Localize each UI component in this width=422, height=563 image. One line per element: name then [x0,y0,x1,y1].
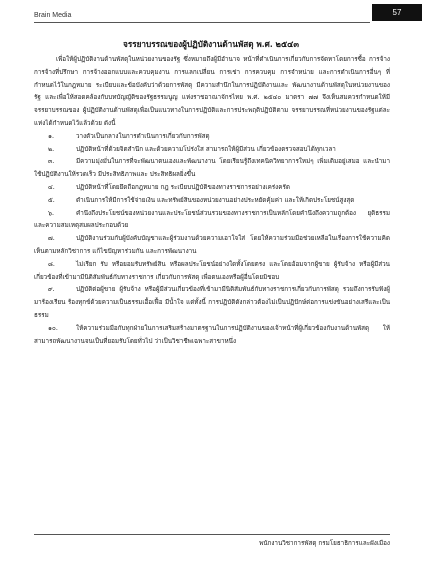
page-header [0,0,422,24]
list-item [34,208,390,234]
list-item [34,131,390,144]
brand-name: Brain Media [34,12,72,19]
item-number: ๑. [48,132,54,140]
item-text: ปฏิบัติงานร่วมกับผู้บังคับบัญชาและผู้ร่วมงานด้วยความเอาใจใส่ โดยให้ความร่วมมือช่วยเหลือในเรื่องการใช้ความคิดเห็นตามหลักวิชาการ แก้ไขปัญหาร่วมกัน และการพัฒนางาน [34,235,390,255]
list-item [34,195,390,208]
item-text: มีความมุ่งมั่นในการที่จะพัฒนาตนเองและพัฒนางาน โดยเรียนรู้ถึงเทคนิควิทยาการใหม่ๆ เพิ่มเติมอยู่เสมอ และนำมาใช้ปฏิบัติงานให้รวดเร็ว มีประสิทธิภาพและ ประสิทธิผลยิ่งขึ้น [34,158,390,179]
list-item [34,323,390,349]
footer-divider [34,534,390,535]
item-number: ๗. [48,235,55,243]
item-text: ให้ความร่วมมือกับทุกฝ่ายในการเสริมสร้างมาตรฐานในการปฏิบัติงานของเจ้าหน้าที่ผู้เกี่ยวข้องกับงานด้านพัสดุ ให้สามารถพัฒนางานจนเป็นที่ยอมรับโดยทั่วไป ว่าเป็นวิชาชีพเฉพาะสาขาหนึ่ง [34,324,390,345]
intro-paragraph: เพื่อให้ผู้ปฏิบัติงานด้านพัสดุในหน่วยงานของรัฐ ซึ่งหมายถึงผู้มีอำนาจ หน้าที่ดำเนินการเกี่ยวกับการจัดหาโดยการซื้อ การจ้าง การจ้างที่ปรึกษา การจ้างออกแบบและควบคุมงาน การแลกเปลี่ยน การเช่า การควบคุม การจำหน่าย และการดำเนินการอื่นๆ ที่กำหนดไว้ในกฎหมาย ระเบียบและข้อบังคับว่าด้วยการพัสดุ มีความสำนึกในการปฏิบัติงานและ พัฒนางานด้านพัสดุในหน่วยงานของรัฐ และเพื่อให้สอดคล้องกับบทบัญญัติของรัฐธรรมนูญ แห่งราชอาณาจักรไทย พ.ศ. ๒๕๔๐ มาตรา ๗๗ จึงเห็นสมควรกำหนดให้มีจรรยาบรรณของ ผู้ปฏิบัติงานด้านพัสดุเพื่อเป็นแนวทางในการปฏิบัติและการประพฤติปฏิบัติตาม จรรยาบรรณที่หน่วยงานของรัฐแต่ละแห่งได้กำหนดไว้แล้วด้วย ดังนี้ [34,56,390,127]
header-divider [34,22,370,23]
list-item [34,259,390,285]
list-item [34,182,390,195]
document-body [34,54,390,348]
item-number: ๑๐. [48,324,58,332]
item-number: ๕. [48,196,55,204]
item-number: ๓. [48,158,55,166]
item-number: ๒. [48,145,55,153]
page-number: 57 [372,4,422,21]
item-text: คำนึงถึงประโยชน์ของหน่วยงานและประโยชน์ส่วนรวมของทางราชการเป็นหลักโดยคำนึงถึงความถูกต้อง ยุติธรรมและความสมเหตุสมผลประกอบด้วย [34,209,390,230]
item-text: ปฏิบัติต่อผู้ขาย ผู้รับจ้าง หรือผู้มีส่วนเกี่ยวข้องที่เข้ามามีนิติสัมพันธ์กับทางราชการเกี่ยวกับการพัสดุ รวมถึงการรับฟังผู้มาร้องเรียน ร้องทุกข์ด้วยความเป็นธรรมเอื้อเฟื้อ มีน้ำใจ แต่ทั้งนี้ การปฏิบัติดังกล่าวต้องไม่เป็นปฏิปักษ์ต่อการแข่งขันอย่างเสรีและเป็นธรรม [34,286,390,319]
item-number: ๖. [48,209,54,217]
list-item [34,233,390,259]
list-item [34,284,390,322]
list-item [34,144,390,157]
footer-text: พนักงานวิชาการพัสดุ กรมโยธาธิการและผังเมือง [259,540,390,547]
item-number: ๘. [48,260,55,268]
document-title: จรรยาบรรณของผู้ปฏิบัติงานด้านพัสดุ พ.ศ. ๒๕๔๓ [123,39,299,49]
list-item [34,156,390,182]
item-text: ปฏิบัติหน้าที่ด้วยจิตสำนึก และด้วยความโปร่งใส สามารถให้ผู้มีส่วน เกี่ยวข้องตรวจสอบได้ทุกเวลา [76,145,336,153]
item-text: วางตัวเป็นกลางในการดำเนินการเกี่ยวกับการพัสดุ [76,132,210,140]
page-footer [34,534,390,554]
item-number: ๙. [48,286,55,294]
item-text: ปฏิบัติหน้าที่โดยยึดถือกฎหมาย กฎ ระเบียบปฏิบัติของทางราชการอย่างเคร่งครัด [76,183,290,191]
item-text: ดำเนินการให้มีการใช้จ่ายเงิน และทรัพย์สินของหน่วยงานอย่างประหยัดคุ้มค่า และให้เกิดประโยชน์สูงสุด [76,196,355,204]
item-number: ๔. [48,183,55,191]
item-text: ไม่เรียก รับ หรือยอมรับทรัพย์สิน หรือผลประโยชน์อย่างใดทั้งโดยตรง และโดยอ้อมจากผู้ขาย ผู้รับจ้าง หรือผู้มีส่วนเกี่ยวข้องที่เข้ามามีนิติสัมพันธ์กับทางราชการ เกี่ยวกับการพัสดุ เพื่อตนเองหรือผู้อื่นโดยมิชอบ [34,260,390,281]
